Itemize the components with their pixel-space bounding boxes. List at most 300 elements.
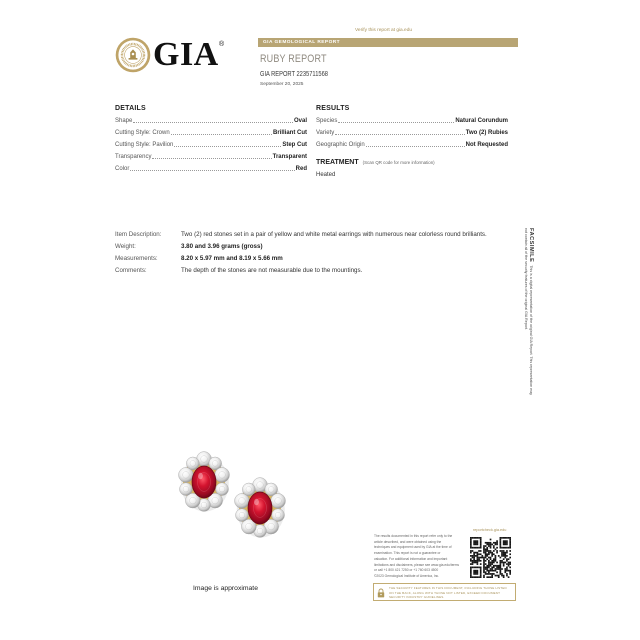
qr-module xyxy=(491,560,493,562)
qr-module xyxy=(485,563,487,565)
qr-module xyxy=(486,576,488,578)
qr-module xyxy=(472,555,474,557)
qr-module xyxy=(480,542,482,544)
qr-module xyxy=(501,560,503,562)
qr-module xyxy=(504,557,506,559)
qr-module xyxy=(473,555,475,557)
security-line: ON THE BACK, ALONG WITH THOSE NOT LISTED, EXCEED DOCUMENT xyxy=(389,590,501,595)
qr-module xyxy=(500,550,502,552)
qr-module xyxy=(470,573,472,575)
qr-module xyxy=(504,537,506,539)
qr-module xyxy=(486,547,488,549)
security-features-box xyxy=(373,583,516,601)
details-row-color xyxy=(115,161,307,173)
qr-module xyxy=(509,553,511,555)
qr-module xyxy=(495,548,497,550)
qr-module xyxy=(500,540,502,542)
qr-module xyxy=(493,542,495,544)
qr-module xyxy=(480,547,482,549)
earring-right xyxy=(235,478,286,538)
qr-module xyxy=(493,565,495,567)
qr-module xyxy=(478,537,480,539)
item-value: Two (2) red stones set in a pair of yellow and white metal earrings with numerous near colorless round brilliants. xyxy=(181,231,487,238)
qr-module xyxy=(491,544,493,546)
qr-module xyxy=(495,568,497,570)
qr-module xyxy=(473,570,475,572)
qr-module xyxy=(495,542,497,544)
qr-module xyxy=(493,573,495,575)
earrings-photo xyxy=(160,448,295,548)
qr-module xyxy=(480,540,482,542)
results-heading: RESULTS xyxy=(316,105,350,112)
qr-module xyxy=(490,542,492,544)
qr-module xyxy=(488,553,490,555)
qr-module xyxy=(490,550,492,552)
qr-module xyxy=(493,560,495,562)
qr-module xyxy=(488,562,490,564)
qr-module xyxy=(498,567,500,569)
qr-module xyxy=(509,563,511,565)
qr-module xyxy=(470,558,472,560)
qr-module xyxy=(475,537,477,539)
qr-module xyxy=(500,544,502,546)
qr-module xyxy=(483,547,485,549)
qr-module xyxy=(500,560,502,562)
qr-module xyxy=(508,565,510,567)
qr-module xyxy=(498,575,500,577)
disclaimer-text xyxy=(374,534,459,580)
qr-module xyxy=(483,545,485,547)
item-row-weight xyxy=(115,241,501,253)
qr-module xyxy=(501,547,503,549)
qr-module xyxy=(483,567,485,569)
qr-module xyxy=(473,542,475,544)
qr-module xyxy=(496,562,498,564)
qr-module xyxy=(504,568,506,570)
qr-module xyxy=(483,562,485,564)
qr-module xyxy=(475,555,477,557)
row-label: Cutting Style: Crown xyxy=(115,130,170,136)
dot-leader xyxy=(338,122,454,123)
qr-module xyxy=(485,555,487,557)
qr-module xyxy=(486,548,488,550)
qr-module xyxy=(472,567,474,569)
qr-module xyxy=(483,565,485,567)
qr-module xyxy=(477,567,479,569)
disclaimer-line: or call +1 800 421 7250 or +1 760 603 4500 xyxy=(374,568,439,573)
qr-module xyxy=(473,567,475,569)
row-value: Red xyxy=(295,166,307,172)
qr-module xyxy=(503,565,505,567)
qr-module xyxy=(470,567,472,569)
qr-module xyxy=(470,570,472,572)
qr-module xyxy=(480,539,482,541)
qr-module xyxy=(477,558,479,560)
qr-module xyxy=(488,563,490,565)
qr-module xyxy=(483,552,485,554)
facsimile-text: This is a digital representation of the original GIA Report. This representation may not contain all of the security features of the original GIA Report. xyxy=(524,228,533,395)
qr-module xyxy=(485,553,487,555)
ruby-highlight xyxy=(198,473,203,479)
qr-module xyxy=(500,557,502,559)
dot-leader xyxy=(174,146,281,147)
qr-module xyxy=(486,550,488,552)
qr-module xyxy=(473,558,475,560)
item-value: The depth of the stones are not measurable due to the mountings. xyxy=(181,267,363,274)
report-number: GIA REPORT 2235711568 xyxy=(260,71,328,78)
qr-module xyxy=(509,545,511,547)
qr-module xyxy=(496,552,498,554)
qr-module xyxy=(500,565,502,567)
qr-module xyxy=(491,576,493,578)
qr-module xyxy=(475,570,477,572)
details-heading: DETAILS xyxy=(115,105,146,112)
qr-module xyxy=(475,552,477,554)
qr-module xyxy=(473,560,475,562)
qr-module xyxy=(490,545,492,547)
qr-module xyxy=(473,557,475,559)
qr-module xyxy=(488,542,490,544)
qr-module xyxy=(493,558,495,560)
qr-module xyxy=(475,571,477,573)
qr-module xyxy=(483,575,485,577)
qr-code-icon xyxy=(470,537,511,578)
qr-module xyxy=(475,576,477,578)
item-row-description xyxy=(115,229,501,241)
qr-module xyxy=(477,560,479,562)
qr-module xyxy=(493,553,495,555)
qr-module xyxy=(486,558,488,560)
qr-module xyxy=(488,557,490,559)
qr-module xyxy=(496,565,498,567)
qr-module xyxy=(500,542,502,544)
qr-module xyxy=(470,547,472,549)
qr-module xyxy=(472,576,474,578)
qr-module xyxy=(490,565,492,567)
qr-module xyxy=(495,570,497,572)
qr-module xyxy=(501,575,503,577)
qr-module xyxy=(483,548,485,550)
qr-module xyxy=(490,547,492,549)
row-value: Oval xyxy=(293,118,307,124)
qr-module xyxy=(496,547,498,549)
security-line: THE SECURITY FEATURES IN THIS DOCUMENT, INCLUDING THOSE LISTED xyxy=(389,586,507,590)
qr-module xyxy=(493,545,495,547)
qr-module xyxy=(508,537,510,539)
qr-module xyxy=(503,542,505,544)
qr-module xyxy=(496,550,498,552)
qr-module xyxy=(496,575,498,577)
qr-module xyxy=(504,552,506,554)
qr-module xyxy=(491,568,493,570)
gia-logo-text: GIA xyxy=(153,36,219,73)
image-caption: Image is approximate xyxy=(193,585,258,592)
qr-module xyxy=(486,553,488,555)
qr-module xyxy=(485,552,487,554)
dot-leader xyxy=(171,134,272,135)
qr-module xyxy=(477,540,479,542)
qr-module xyxy=(483,571,485,573)
qr-module xyxy=(509,544,511,546)
row-label: Variety xyxy=(316,130,335,136)
qr-module xyxy=(485,542,487,544)
qr-module xyxy=(495,565,497,567)
qr-module xyxy=(508,563,510,565)
qr-module xyxy=(506,544,508,546)
qr-module xyxy=(470,571,472,573)
qr-module xyxy=(508,562,510,564)
ruby-stone xyxy=(248,492,272,524)
qr-module xyxy=(504,547,506,549)
qr-module xyxy=(473,562,475,564)
qr-module xyxy=(503,547,505,549)
qr-module xyxy=(486,555,488,557)
row-label: Transparency xyxy=(115,154,152,160)
qr-module xyxy=(480,544,482,546)
qr-module xyxy=(486,565,488,567)
qr-module xyxy=(500,570,502,572)
verify-link-text: Verify this report at gia.edu xyxy=(355,28,413,33)
security-text xyxy=(389,586,507,600)
qr-module xyxy=(488,550,490,552)
qr-module xyxy=(488,576,490,578)
qr-module xyxy=(506,563,508,565)
results-row-origin xyxy=(316,137,508,149)
qr-module xyxy=(488,571,490,573)
qr-module xyxy=(491,555,493,557)
qr-module xyxy=(486,570,488,572)
qr-module xyxy=(508,558,510,560)
qr-module xyxy=(504,571,506,573)
qr-module xyxy=(477,553,479,555)
earring-left xyxy=(179,452,230,512)
qr-module xyxy=(506,552,508,554)
row-label: Geographic Origin xyxy=(316,142,365,148)
qr-module xyxy=(490,558,492,560)
banner-text: GIA GEMOLOGICAL REPORT xyxy=(263,40,341,45)
qr-module xyxy=(481,557,483,559)
qr-module xyxy=(491,573,493,575)
qr-module xyxy=(495,557,497,559)
qr-module xyxy=(475,567,477,569)
qr-module xyxy=(509,547,511,549)
qr-module xyxy=(473,573,475,575)
qr-module xyxy=(506,540,508,542)
qr-module xyxy=(478,558,480,560)
lock-icon xyxy=(377,588,385,598)
qr-module xyxy=(485,568,487,570)
qr-module xyxy=(477,544,479,546)
qr-module xyxy=(495,575,497,577)
row-label: Color xyxy=(115,166,130,172)
qr-module xyxy=(483,560,485,562)
security-line: SECURITY INDUSTRY GUIDELINES. xyxy=(389,595,445,600)
item-value: 8.20 x 5.97 mm and 8.19 x 5.66 mm xyxy=(181,255,283,262)
qr-module xyxy=(472,537,474,539)
qr-module xyxy=(470,563,472,565)
qr-module xyxy=(488,552,490,554)
qr-module xyxy=(480,545,482,547)
qr-module xyxy=(490,573,492,575)
qr-module xyxy=(491,553,493,555)
qr-module xyxy=(485,573,487,575)
qr-module xyxy=(485,548,487,550)
diamond xyxy=(271,493,286,508)
dot-leader xyxy=(133,122,293,123)
item-label: Item Description: xyxy=(115,231,162,238)
qr-module xyxy=(508,570,510,572)
qr-module xyxy=(477,573,479,575)
qr-module xyxy=(480,553,482,555)
qr-module xyxy=(485,545,487,547)
qr-module xyxy=(493,567,495,569)
qr-module xyxy=(475,560,477,562)
qr-module xyxy=(488,567,490,569)
item-value: 3.80 and 3.96 grams (gross) xyxy=(181,243,263,250)
details-section xyxy=(115,104,307,173)
qr-module xyxy=(491,567,493,569)
qr-module xyxy=(503,544,505,546)
qr-module xyxy=(485,567,487,569)
qr-module xyxy=(477,576,479,578)
qr-module xyxy=(501,550,503,552)
qr-module xyxy=(477,557,479,559)
qr-module xyxy=(470,542,472,544)
qr-module xyxy=(498,565,500,567)
qr-module xyxy=(478,560,480,562)
qr-module xyxy=(490,544,492,546)
treatment-title: TREATMENT xyxy=(316,159,359,166)
qr-module xyxy=(472,560,474,562)
diamond xyxy=(180,483,193,496)
qr-module xyxy=(473,540,475,542)
ruby-stone xyxy=(192,466,216,498)
qr-module xyxy=(509,571,511,573)
disclaimer-line: techniques and equipment used by GIA at the time of xyxy=(374,545,452,550)
qr-module xyxy=(503,537,505,539)
qr-module xyxy=(490,557,492,559)
qr-module xyxy=(480,568,482,570)
qr-module xyxy=(475,573,477,575)
qr-module xyxy=(477,571,479,573)
qr-module xyxy=(509,562,511,564)
qr-module xyxy=(495,558,497,560)
qr-module xyxy=(504,555,506,557)
qr-module xyxy=(501,553,503,555)
diamond xyxy=(186,457,199,470)
qr-module xyxy=(509,537,511,539)
qr-module xyxy=(504,542,506,544)
qr-module xyxy=(480,570,482,572)
qr-module xyxy=(506,575,508,577)
qr-module xyxy=(472,557,474,559)
qr-module xyxy=(490,539,492,541)
qr-module xyxy=(478,557,480,559)
treatment-value: Heated xyxy=(316,172,336,178)
qr-module xyxy=(509,570,511,572)
qr-module xyxy=(478,550,480,552)
qr-module xyxy=(488,544,490,546)
qr-module xyxy=(473,576,475,578)
qr-module xyxy=(503,540,505,542)
qr-module xyxy=(493,570,495,572)
qr-module xyxy=(503,558,505,560)
qr-module xyxy=(501,573,503,575)
results-row-species xyxy=(316,113,508,125)
qr-module xyxy=(485,557,487,559)
row-label: Shape xyxy=(115,118,133,124)
qr-module xyxy=(495,555,497,557)
disclaimer-line: The results documented in this report refer only to the xyxy=(374,534,453,538)
qr-module xyxy=(486,542,488,544)
row-label: Species xyxy=(316,118,338,124)
qr-module xyxy=(504,570,506,572)
qr-module xyxy=(475,547,477,549)
diamond xyxy=(236,509,249,522)
qr-module xyxy=(473,544,475,546)
results-row-variety xyxy=(316,125,508,137)
qr-module xyxy=(506,537,508,539)
qr-module xyxy=(472,562,474,564)
qr-module xyxy=(493,547,495,549)
qr-module xyxy=(495,544,497,546)
treatment-heading xyxy=(316,159,435,167)
qr-module xyxy=(475,540,477,542)
qr-module xyxy=(477,562,479,564)
qr-module xyxy=(503,555,505,557)
qr-module xyxy=(500,571,502,573)
details-row-cutting-crown xyxy=(115,125,307,137)
qr-module xyxy=(486,568,488,570)
qr-module xyxy=(472,563,474,565)
qr-module xyxy=(500,562,502,564)
qr-module xyxy=(491,562,493,564)
qr-module xyxy=(508,547,510,549)
qr-module xyxy=(470,575,472,577)
qr-module xyxy=(480,557,482,559)
qr-module xyxy=(506,573,508,575)
registered-mark: ® xyxy=(219,41,225,48)
qr-module xyxy=(493,550,495,552)
qr-module xyxy=(483,557,485,559)
qr-module xyxy=(473,552,475,554)
qr-module xyxy=(480,550,482,552)
qr-module xyxy=(504,553,506,555)
qr-module xyxy=(506,550,508,552)
qr-module xyxy=(509,567,511,569)
qr-module xyxy=(483,563,485,565)
qr-module xyxy=(475,562,477,564)
qr-module xyxy=(501,552,503,554)
qr-module xyxy=(509,540,511,542)
qr-module xyxy=(498,555,500,557)
details-row-transparency xyxy=(115,149,307,161)
qr-module xyxy=(500,537,502,539)
qr-module xyxy=(480,573,482,575)
qr-module xyxy=(503,563,505,565)
dot-leader xyxy=(366,146,465,147)
facsimile-title: FACSIMILE xyxy=(528,228,534,263)
qr-module xyxy=(470,576,472,578)
qr-module xyxy=(473,571,475,573)
qr-module xyxy=(504,562,506,564)
qr-module xyxy=(501,537,503,539)
qr-module xyxy=(488,570,490,572)
qr-module xyxy=(490,568,492,570)
qr-module xyxy=(500,567,502,569)
qr-module xyxy=(470,555,472,557)
qr-module xyxy=(478,567,480,569)
